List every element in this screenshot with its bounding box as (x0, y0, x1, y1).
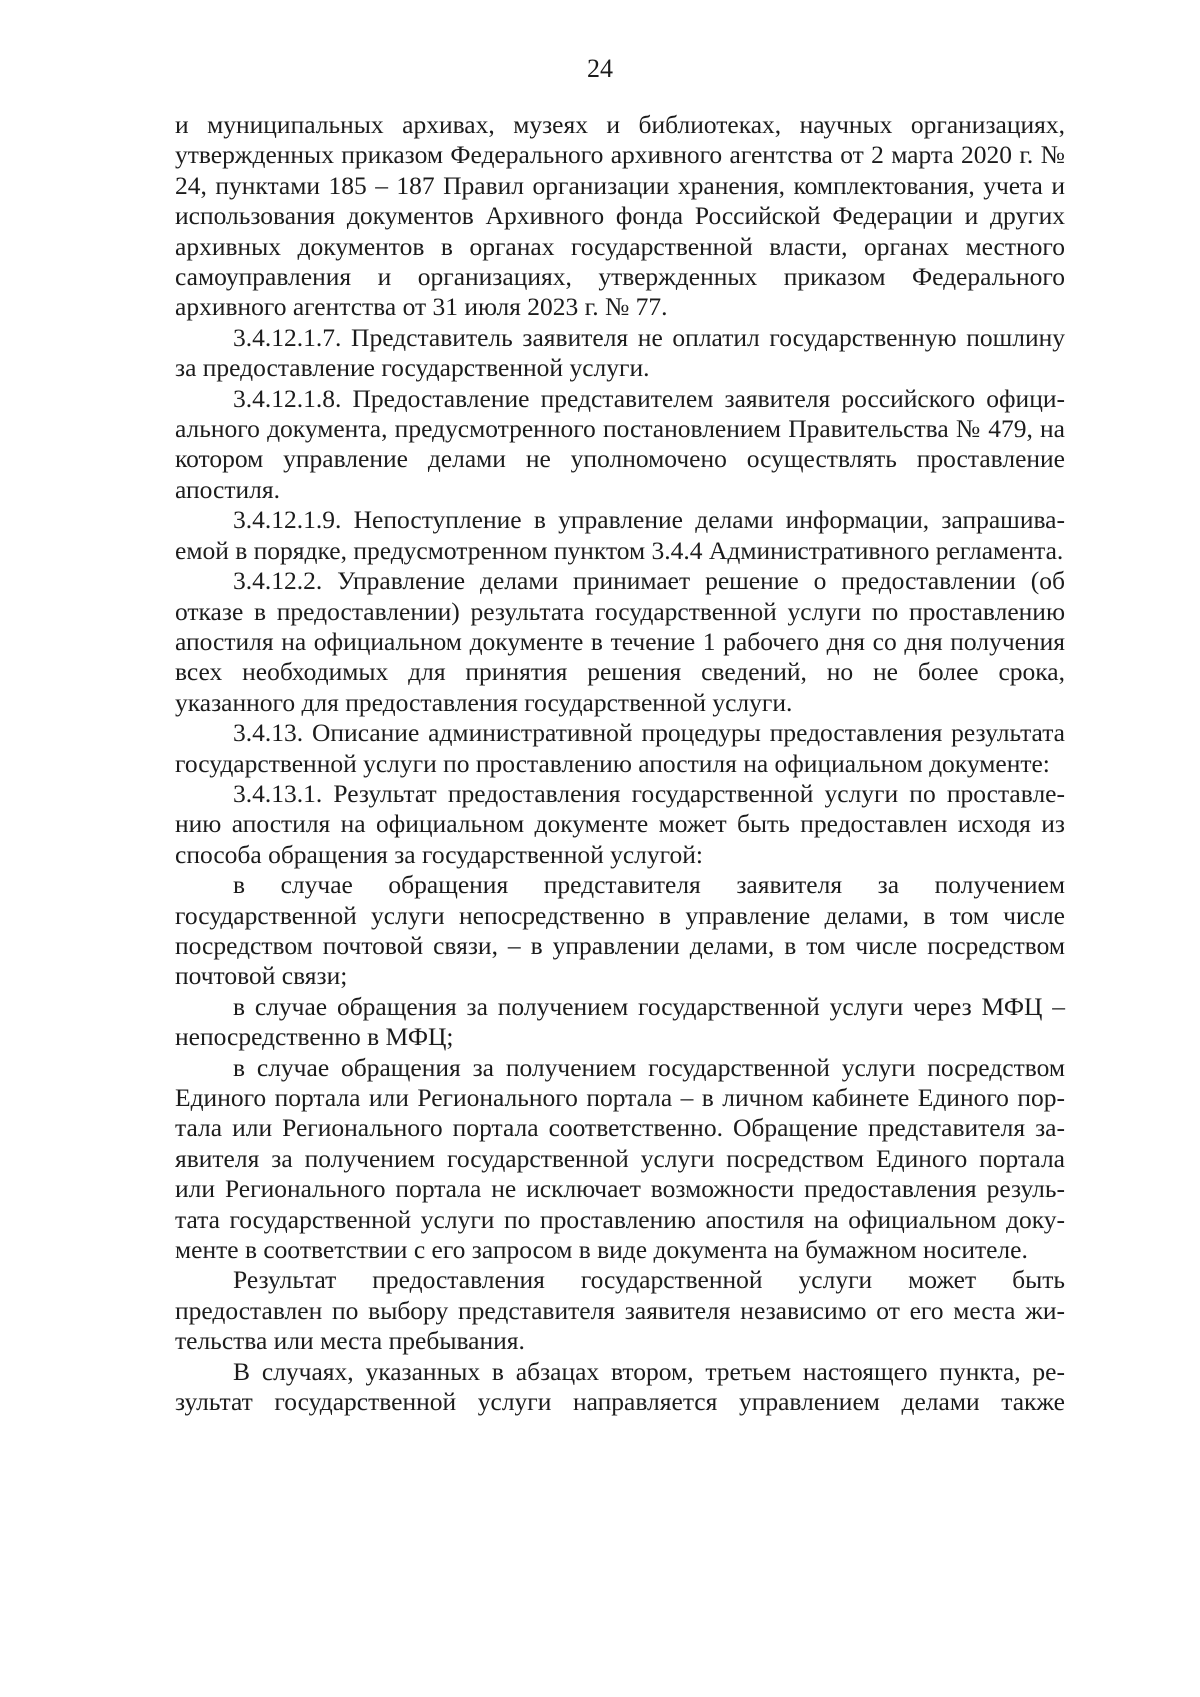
paragraph: в случае обращения представителя заявителя за получением государственной услуги непосредственно в управление делами, в том числе посредством почтовой связи, – в управлении делами, в том числе посредством почтовой связи; (175, 870, 1065, 991)
paragraph: и муниципальных архивах, музеях и библиотеках, научных организациях, утвержденных приказом Федерального архивного агентства от 2 марта 2020 г. № 24, пунктами 185 – 187 Правил организации хранения, комплектования, учета и использования документов Архивного фонда Российской Федерации и других архивных документов в органах государственной власти, органах местного самоуправления и организациях, утвержденных приказом Федерального архивного агентства от 31 июля 2023 г. № 77. (175, 110, 1065, 322)
paragraph: В случаях, указанных в абзацах втором, третьем настоящего пункта, результат государственной услуги направляется управлением делами также (175, 1356, 1065, 1417)
document-body (175, 110, 1065, 1417)
paragraph: 3.4.13. Описание административной процедуры предоставления результата государственной услуги по проставлению апостиля на официальном документе: (175, 718, 1065, 778)
paragraph: в случае обращения за получением государственной услуги через МФЦ – непосредственно в МФЦ; (175, 991, 1065, 1052)
paragraph: Результат предоставления государственной услуги может быть предоставлен по выбору представителя заявителя независимо от его места жительства или места пребывания. (175, 1265, 1065, 1356)
paragraph: 3.4.12.1.8. Предоставление представителем заявителя российского официального документа, предусмотренного постановлением Правительства № 479, на котором управление делами не уполномочено осуществлять проставление апостиля. (175, 383, 1065, 504)
paragraph: в случае обращения за получением государственной услуги посредством Единого портала или Регионального портала – в личном кабинете Единого портала или Регионального портала соответственно. Обращение представителя заявителя за получением государственной услуги посредством Единого портала или Регионального портала не исключает возможности предоставления результата государственной услуги по проставлению апостиля на официальном документе в соответствии с его запросом в виде документа на бумажном носителе. (175, 1052, 1065, 1265)
page-number: 24 (587, 54, 613, 83)
paragraph: 3.4.12.1.9. Непоступление в управление делами информации, запрашиваемой в порядке, предусмотренном пунктом 3.4.4 Административного регламента. (175, 505, 1065, 565)
paragraph: 3.4.12.1.7. Представитель заявителя не оплатил государственную пошлину за предоставление государственной услуги. (175, 322, 1065, 383)
paragraph: 3.4.12.2. Управление делами принимает решение о предоставлении (об отказе в предоставлении) результата государственной услуги по проставлению апостиля на официальном документе в течение 1 рабочего дня со дня получения всех необходимых для принятия решения сведений, но не более срока, указанного для предоставления государственной услуги. (175, 566, 1065, 717)
paragraph: 3.4.13.1. Результат предоставления государственной услуги по проставлению апостиля на официальном документе может быть предоставлен исходя из способа обращения за государственной услугой: (175, 778, 1065, 869)
